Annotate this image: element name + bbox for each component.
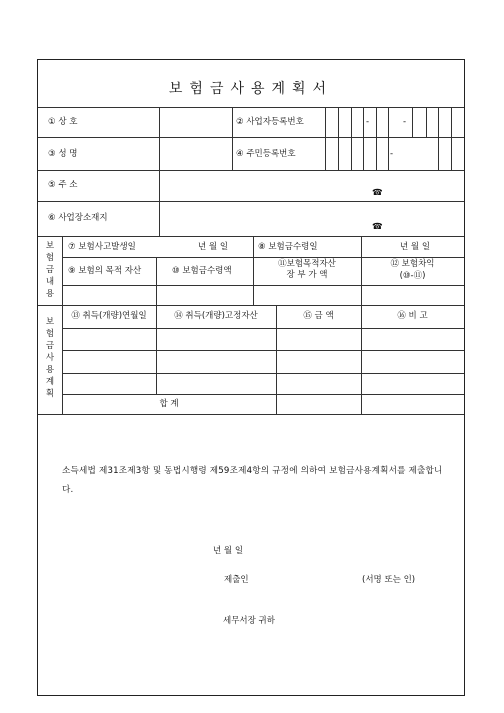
rule-v5 <box>351 107 352 170</box>
rule-v-plan-b <box>276 305 277 414</box>
label-name: ③ 성 명 <box>48 149 78 159</box>
rule-v-ins-a <box>156 257 157 305</box>
reg-no-dash-2: - <box>403 117 407 127</box>
rule-v8b <box>388 137 389 170</box>
rule-v7 <box>376 107 377 170</box>
rule-v10a <box>426 107 427 137</box>
rule-v1 <box>159 107 160 170</box>
rule-v2 <box>232 107 233 170</box>
header-note: ⑯ 비 고 <box>397 311 428 321</box>
addressee: 세무서장 귀하 <box>223 616 275 626</box>
rule-plan-row1 <box>62 350 464 351</box>
reg-no-dash-1: - <box>366 117 370 127</box>
rule-row4-bottom <box>38 236 464 237</box>
form-title: 보험금사용계획서 <box>168 81 334 97</box>
label-amount-received: ⑩ 보험금수령액 <box>172 266 232 276</box>
address-phone-icon: ☎ <box>372 188 383 198</box>
rule-v-plan-c <box>361 305 362 414</box>
rule-v9a <box>412 107 413 137</box>
declaration-text: 소득세법 제31조제3항 및 동법시행령 제59조제4항의 규정에 의하여 보험금사용계획서를 제출합니다. <box>62 466 443 495</box>
label-business-name: ① 상 호 <box>48 117 78 127</box>
rule-v-addr <box>159 170 160 236</box>
rule-plan-row3 <box>62 394 464 395</box>
header-fixed-asset: ⑭ 취득(개량)고정자산 <box>174 311 258 321</box>
rule-v4 <box>338 107 339 170</box>
rule-plan-header-bottom <box>62 328 464 329</box>
resident-no-dash: - <box>390 149 394 159</box>
rule-title-bottom <box>38 107 464 108</box>
signature-label: (서명 또는 인) <box>362 575 416 585</box>
rule-ins-r1-bottom <box>62 257 464 258</box>
rule-v3 <box>325 107 326 170</box>
label-business-location: ⑥ 사업장소재지 <box>48 213 108 223</box>
rule-v12 <box>451 107 452 170</box>
rule-v-ins-side <box>62 236 63 305</box>
label-asset-book-value-2: 장 부 가 액 <box>286 270 328 280</box>
usage-plan-side-label: 보 험 금 사 용 계 획 <box>45 317 55 399</box>
label-insurance-gain-1: ⑫ 보험차익 <box>390 259 435 269</box>
header-amount: ⑮ 금 액 <box>303 311 334 321</box>
date-line: 년 월 일 <box>213 546 244 556</box>
accident-date-value: 년 월 일 <box>198 242 229 252</box>
rule-plan-bottom <box>38 414 464 415</box>
label-receipt-date: ⑧ 보험금수령일 <box>258 242 318 252</box>
rule-v11a <box>438 107 439 137</box>
header-acquisition-date: ⑬ 취득(개량)연월일 <box>71 311 147 321</box>
total-label: 합 계 <box>159 399 179 409</box>
rule-ins-bottom <box>38 305 464 306</box>
receipt-date-value: 년 월 일 <box>400 242 431 252</box>
insurance-content-side-label: 보 험 금 내 용 <box>45 241 55 299</box>
submitter-label: 제출인 <box>224 575 249 585</box>
label-accident-date: ⑦ 보험사고발생일 <box>68 242 136 252</box>
rule-v6b <box>363 137 364 170</box>
rule-v-plan-side <box>62 305 63 414</box>
label-insurance-gain-2: (⑩-⑪) <box>399 271 426 281</box>
rule-row1-bottom <box>38 137 464 138</box>
rule-plan-row2 <box>62 373 464 374</box>
rule-row3-bottom <box>38 201 464 202</box>
label-resident-reg-no: ④ 주민등록번호 <box>236 149 296 159</box>
rule-row2-bottom <box>38 170 464 171</box>
rule-v6a <box>363 107 364 137</box>
rule-v10b <box>438 137 439 170</box>
label-insured-asset: ⑨ 보험의 목적 자산 <box>68 266 142 276</box>
label-address: ⑤ 주 소 <box>48 180 78 190</box>
rule-ins-r2-bottom <box>62 285 464 286</box>
location-phone-icon: ☎ <box>372 222 383 232</box>
label-business-reg-no: ② 사업자등록번호 <box>236 117 304 127</box>
rule-v8a <box>388 107 389 137</box>
insurance-usage-plan-form <box>37 59 465 696</box>
label-asset-book-value-1: ⑪보험목적자산 <box>278 259 336 269</box>
